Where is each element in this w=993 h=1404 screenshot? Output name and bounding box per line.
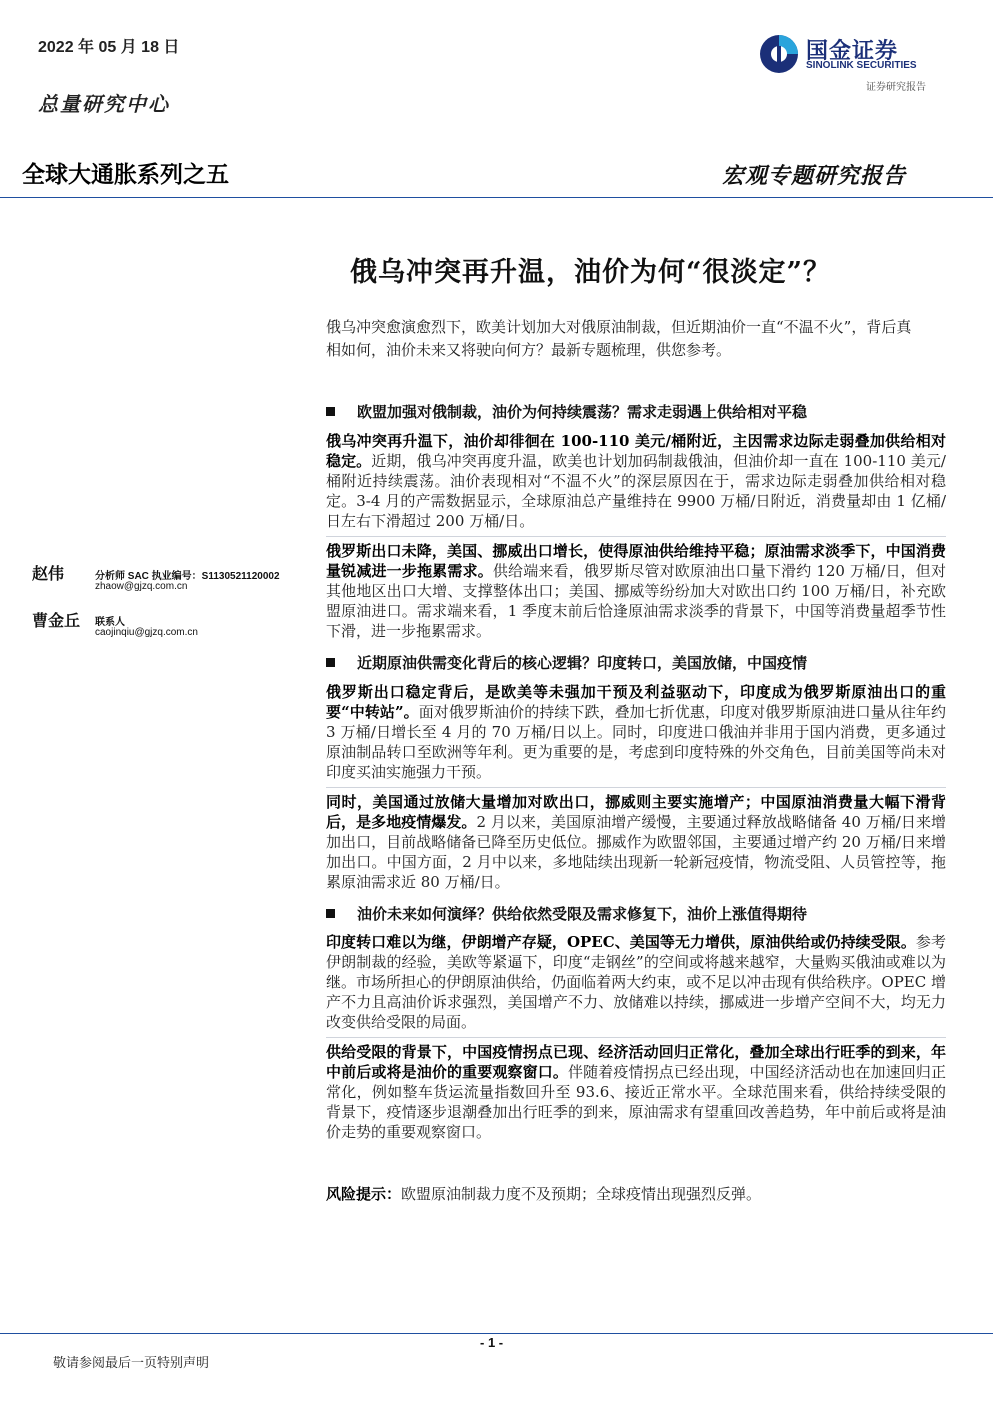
- analyst-name: 曹金丘: [32, 611, 81, 630]
- analyst-email: zhaow@gjzq.com.cn: [95, 581, 188, 592]
- paragraph-divider: [326, 1037, 946, 1038]
- header-divider: [0, 197, 993, 198]
- bullet-square-icon: [326, 909, 335, 918]
- logo-text-cn: 国金证券: [806, 38, 899, 63]
- bullet-square-icon: [326, 658, 335, 667]
- section-1-paragraph-2: 俄罗斯出口未降，美国、挪威出口增长，使得原油供给维持平稳；原油需求淡季下，中国消费量锐减进一步拖累需求。供给端来看，俄罗斯尽管对欧原油出口量下滑约 120 万桶/日，但对其他地区出口大增、支撑整体出口；美国、挪威等纷纷加大对欧出口约 100 万桶/日，补充欧盟原油进口。需求端来看，1 季度末前后恰逢原油需求淡季的背景下，中国等消费量超季节性下滑，进一步拖累需求。: [326, 542, 946, 640]
- report-title: 俄乌冲突再升温，油价为何“很淡定”？: [350, 257, 832, 288]
- logo-subtitle: 证券研究报告: [866, 82, 926, 93]
- section-1-paragraph-1: 俄乌冲突再升温下，油价却徘徊在 100-110 美元/桶附近，主因需求边际走弱叠加供给相对稳定。近期，俄乌冲突再度升温，欧美也计划加码制裁俄油，但油价却一直在 100-110 美元/桶附近持续震荡。油价表现相对“不温不火”的深层原因在于，需求边际走弱叠加供给相对稳定。3-4 月的产需数据显示，全球原油总产量维持在 9900 万桶/日附近，消费量却由 1 亿桶/日左右下滑超过 200 万桶/日。: [326, 432, 946, 530]
- page-number: - 1 -: [480, 1335, 504, 1350]
- section-2-paragraph-2: 同时，美国通过放储大量增加对欧出口，挪威则主要实施增产；中国原油消费量大幅下滑背后，是多地疫情爆发。2 月以来，美国原油增产缓慢，主要通过释放战略储备 40 万桶/日来增加出口，目前战略储备已降至历史低位。挪威作为欧盟邻国，主要通过增产约 20 万桶/日来增加出口。中国方面，2 月中以来，多地陆续出现新一轮新冠疫情，物流受阻、人员管控等，拖累原油需求近 80 万桶/日。: [326, 793, 946, 891]
- analyst-role: 联系人: [95, 617, 125, 628]
- section-heading-1: 欧盟加强对俄制裁，油价为何持续震荡？需求走弱遇上供给相对平稳: [326, 401, 948, 422]
- logo-text-en: SINOLINK SECURITIES: [806, 60, 917, 71]
- disclaimer-note: 敬请参阅最后一页特别声明: [53, 1356, 210, 1371]
- report-type: 宏观专题研究报告: [722, 163, 907, 189]
- section-3-paragraph-2: 供给受限的背景下，中国疫情拐点已现、经济活动回归正常化，叠加全球出行旺季的到来，年中前后或将是油价的重要观察窗口。伴随着疫情拐点已经出现，中国经济活动也在加速回归正常化，例如整车货运流量指数回升至 93.6、接近正常水平。全球范围来看，供给持续受限的背景下，疫情逐步退潮叠加出行旺季的到来，原油需求有望重回改善趋势，年中前后或将是油价走势的重要观察窗口。: [326, 1043, 946, 1141]
- series-title: 全球大通胀系列之五: [22, 161, 229, 187]
- footer-divider: [0, 1333, 993, 1334]
- section-2-paragraph-1: 俄罗斯出口稳定背后，是欧美等未强加干预及利益驱动下，印度成为俄罗斯原油出口的重要“中转站”。面对俄罗斯油价的持续下跌，叠加七折优惠，印度对俄罗斯原油进口量从往年约 3 万桶/日增长至 4 月的 70 万桶/日以上。同时，印度进口俄油并非用于国内消费，更多通过原油制品转口至欧洲等年利。更为重要的是，考虑到印度特殊的外交角色，目前美国等尚未对印度买油实施强力干预。: [326, 683, 946, 781]
- analyst-email: caojinqiu@gjzq.com.cn: [95, 627, 198, 638]
- report-date: 2022 年 05 月 18 日: [38, 39, 180, 56]
- section-heading-3: 油价未来如何演绎？供给依然受限及需求修复下，油价上涨值得期待: [326, 903, 948, 924]
- analyst-name: 赵伟: [32, 564, 65, 583]
- paragraph-divider: [326, 536, 946, 537]
- bullet-square-icon: [326, 407, 335, 416]
- paragraph-divider: [326, 787, 946, 788]
- department-name: 总量研究中心: [38, 92, 170, 116]
- intro-paragraph: 俄乌冲突愈演愈烈下，欧美计划加大对俄原油制裁，但近期油价一直“不温不火”，背后真相如何，油价未来又将驶向何方？最新专题梳理，供您参考。: [326, 318, 912, 359]
- section-heading-2: 近期原油供需变化背后的核心逻辑？印度转口，美国放储，中国疫情: [326, 652, 948, 673]
- analyst-role: 分析师 SAC 执业编号：S1130521120002: [95, 571, 280, 582]
- section-3-paragraph-1: 印度转口难以为继，伊朗增产存疑，OPEC、美国等无力增供，原油供给或仍持续受限。参考伊朗制裁的经验，美欧等紧逼下，印度“走钢丝”的空间或将越来越窄，大量购买俄油或难以为继。市场所担心的伊朗原油供给，仍面临着两大约束，或不足以冲击现有供给秩序。OPEC 增产不力且高油价诉求强烈，美国增产不力、放储难以持续，挪威进一步增产空间不大，均无力改变供给受限的局面。: [326, 933, 946, 1031]
- risk-warning: 风险提示：欧盟原油制裁力度不及预期；全球疫情出现强烈反弹。: [326, 1185, 762, 1203]
